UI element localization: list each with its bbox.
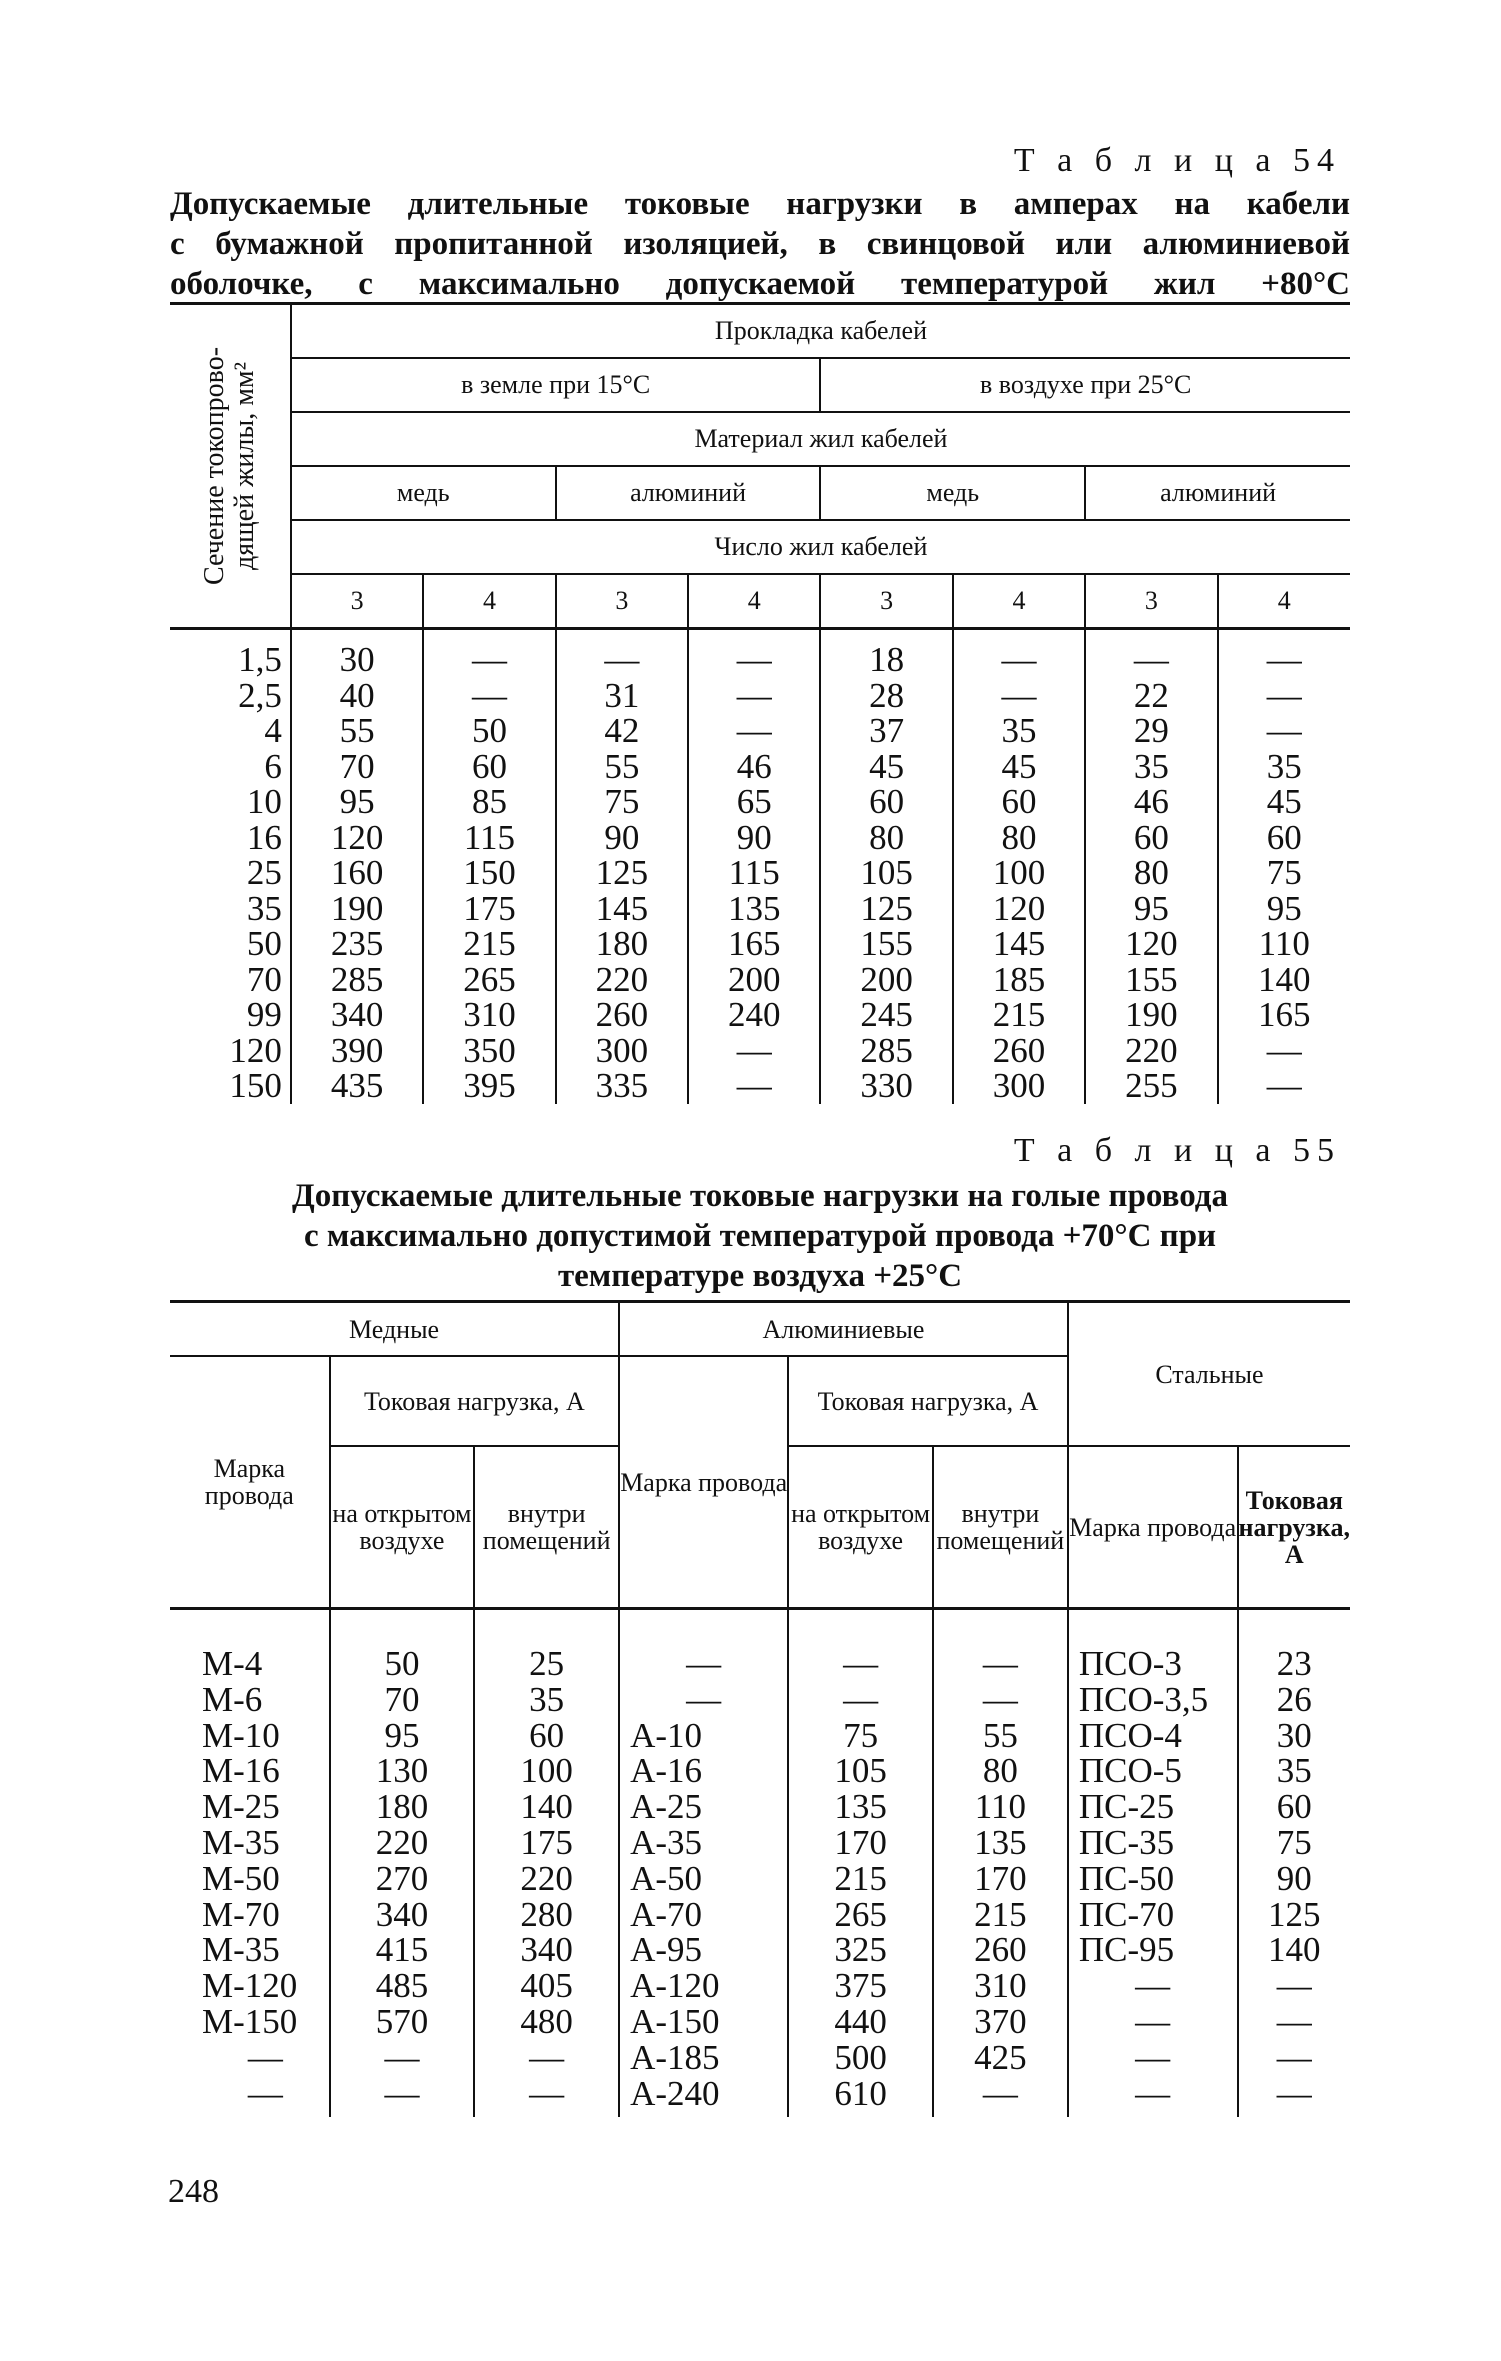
current-value-cell: — xyxy=(1218,1068,1350,1104)
current-value-cell: 175 xyxy=(423,891,555,927)
table-row xyxy=(170,1825,1350,1861)
current-value-cell: 125 xyxy=(556,855,688,891)
current-value-cell: 170 xyxy=(788,1825,933,1861)
current-value-cell: 340 xyxy=(330,1897,475,1933)
current-value-cell: 165 xyxy=(688,926,820,962)
table-row xyxy=(170,962,1350,998)
current-value-cell: 270 xyxy=(330,1861,475,1897)
current-value-cell: — xyxy=(1218,678,1350,714)
current-value-cell: 60 xyxy=(474,1718,619,1754)
current-value-cell: 145 xyxy=(556,891,688,927)
page-number: 248 xyxy=(168,2173,219,2210)
wire-brand-cell: ПС-25 xyxy=(1068,1789,1238,1825)
current-value-cell: 95 xyxy=(291,784,423,820)
current-value-cell: 18 xyxy=(820,629,952,678)
table-row xyxy=(170,997,1350,1033)
current-value-cell: 70 xyxy=(330,1682,475,1718)
current-value-cell: — xyxy=(330,2076,475,2118)
wire-brand-cell: — xyxy=(247,2037,283,2077)
current-value-cell: — xyxy=(688,629,820,678)
current-value-cell: 145 xyxy=(953,926,1085,962)
current-value-cell: 240 xyxy=(688,997,820,1033)
wire-brand-cell: — xyxy=(1068,2040,1238,2076)
wire-brand-cell: М-16 xyxy=(202,1751,280,1791)
table-row xyxy=(170,1682,1350,1718)
current-value-cell: 415 xyxy=(330,1932,475,1968)
current-value-cell: 235 xyxy=(291,926,423,962)
wire-brand-cell: ПСО-3 xyxy=(1068,1609,1238,1682)
current-value-cell: — xyxy=(423,678,555,714)
steel-wires-header: Стальные xyxy=(1068,1302,1350,1447)
cross-section-cell: 16 xyxy=(246,817,282,857)
cores-header: 3 xyxy=(556,574,688,629)
wire-brand-cell: — xyxy=(247,2073,283,2113)
laying-header: Прокладка кабелей xyxy=(291,304,1350,359)
current-value-cell: 42 xyxy=(556,713,688,749)
table-54-caption xyxy=(170,184,1350,304)
current-value-cell: 125 xyxy=(1238,1897,1351,1933)
current-value-cell: 55 xyxy=(556,749,688,785)
current-value-cell: 180 xyxy=(556,926,688,962)
caption-line: с максимально допустимой температурой провода +70°С при xyxy=(303,1218,1217,1254)
current-value-cell: 90 xyxy=(556,820,688,856)
current-value-cell: 610 xyxy=(788,2076,933,2118)
current-value-cell: 155 xyxy=(1085,962,1217,998)
current-value-cell: — xyxy=(933,1682,1068,1718)
current-value-cell: — xyxy=(788,1682,933,1718)
current-value-cell: — xyxy=(688,713,820,749)
in-air-header: в воздухе при 25°С xyxy=(820,358,1350,412)
current-value-cell: 65 xyxy=(688,784,820,820)
current-value-cell: 310 xyxy=(933,1968,1068,2004)
cores-header: 4 xyxy=(688,574,820,629)
wire-brand-cell: М-120 xyxy=(202,1966,298,2006)
current-value-cell: 90 xyxy=(1238,1861,1351,1897)
current-value-cell: 45 xyxy=(953,749,1085,785)
wire-brand-cell: М-25 xyxy=(202,1787,280,1827)
caption-line: Допускаемые длительные токовые нагрузки в амперах на кабели xyxy=(170,186,1350,222)
wire-brand-cell: ПСО-5 xyxy=(1068,1753,1238,1789)
current-value-cell: 120 xyxy=(953,891,1085,927)
aluminum-header: алюминий xyxy=(1085,466,1350,520)
current-value-cell: — xyxy=(1218,1033,1350,1069)
wire-brand-cell: — xyxy=(619,1682,788,1718)
current-value-cell: 480 xyxy=(474,2004,619,2040)
current-value-cell: 300 xyxy=(556,1033,688,1069)
cross-section-cell: 1,5 xyxy=(238,640,282,679)
current-value-cell: 115 xyxy=(688,855,820,891)
current-value-cell: 135 xyxy=(788,1789,933,1825)
current-value-cell: 60 xyxy=(953,784,1085,820)
current-value-cell: 26 xyxy=(1238,1682,1351,1718)
current-value-cell: — xyxy=(1238,2076,1351,2118)
wire-brand-cell: А-185 xyxy=(619,2040,788,2076)
cross-section-cell: 150 xyxy=(229,1066,282,1105)
current-value-cell: 215 xyxy=(933,1897,1068,1933)
stub-line: Сечение токопрово- xyxy=(198,346,230,586)
current-value-cell: 60 xyxy=(1218,820,1350,856)
caption-line: Допускаемые длительные токовые нагрузки на голые провода xyxy=(292,1178,1228,1214)
copper-load-header: Токовая нагрузка, А xyxy=(330,1356,619,1446)
current-value-cell: 95 xyxy=(1085,891,1217,927)
table-row xyxy=(170,1609,1350,1682)
current-value-cell: 190 xyxy=(291,891,423,927)
table-row xyxy=(170,855,1350,891)
table-row xyxy=(170,926,1350,962)
current-value-cell: 25 xyxy=(474,1609,619,1682)
current-value-cell: 265 xyxy=(423,962,555,998)
current-value-cell: 70 xyxy=(291,749,423,785)
current-value-cell: 335 xyxy=(556,1068,688,1104)
current-value-cell: 285 xyxy=(291,962,423,998)
current-value-cell: — xyxy=(933,2076,1068,2118)
copper-header: медь xyxy=(291,466,556,520)
current-value-cell: — xyxy=(933,1609,1068,1682)
table-row xyxy=(170,749,1350,785)
current-value-cell: 160 xyxy=(291,855,423,891)
current-value-cell: 50 xyxy=(423,713,555,749)
cores-count-header: Число жил кабелей xyxy=(291,520,1350,574)
current-value-cell: 220 xyxy=(556,962,688,998)
current-value-cell: 125 xyxy=(820,891,952,927)
wire-brand-cell: А-50 xyxy=(619,1861,788,1897)
current-value-cell: 280 xyxy=(474,1897,619,1933)
current-value-cell: 75 xyxy=(1238,1825,1351,1861)
current-value-cell: 200 xyxy=(688,962,820,998)
current-value-cell: 35 xyxy=(953,713,1085,749)
current-value-cell: 55 xyxy=(291,713,423,749)
current-value-cell: 310 xyxy=(423,997,555,1033)
current-value-cell: — xyxy=(688,1033,820,1069)
table-row xyxy=(170,1753,1350,1789)
wire-brand-cell: М-4 xyxy=(202,1644,263,1683)
current-value-cell: 60 xyxy=(1085,820,1217,856)
current-value-cell: 100 xyxy=(474,1753,619,1789)
current-value-cell: 215 xyxy=(953,997,1085,1033)
table-row xyxy=(170,1968,1350,2004)
wire-brand-cell: А-10 xyxy=(619,1718,788,1754)
table-54 xyxy=(170,302,1350,1104)
wire-brand-cell: А-35 xyxy=(619,1825,788,1861)
caption-line: температуре воздуха +25°С xyxy=(557,1258,963,1294)
current-value-cell: 140 xyxy=(1238,1932,1351,1968)
current-value-cell: — xyxy=(688,678,820,714)
current-value-cell: 170 xyxy=(933,1861,1068,1897)
current-value-cell: 80 xyxy=(953,820,1085,856)
current-value-cell: 285 xyxy=(820,1033,952,1069)
current-value-cell: 370 xyxy=(933,2004,1068,2040)
table-row xyxy=(170,713,1350,749)
current-value-cell: 35 xyxy=(1238,1753,1351,1789)
current-value-cell: 440 xyxy=(788,2004,933,2040)
cores-header: 4 xyxy=(423,574,555,629)
table-55 xyxy=(170,1300,1350,2117)
current-value-cell: 45 xyxy=(1218,784,1350,820)
current-value-cell: 23 xyxy=(1238,1609,1351,1682)
current-value-cell: 130 xyxy=(330,1753,475,1789)
cores-header: 3 xyxy=(291,574,423,629)
current-value-cell: 28 xyxy=(820,678,952,714)
current-value-cell: — xyxy=(474,2040,619,2076)
table-row xyxy=(170,820,1350,856)
wire-brand-cell: — xyxy=(619,1609,788,1682)
wire-brand-cell: ПСО-3,5 xyxy=(1068,1682,1238,1718)
current-value-cell: 37 xyxy=(820,713,952,749)
wire-brand-cell: А-70 xyxy=(619,1897,788,1933)
cross-section-cell: 35 xyxy=(246,888,282,928)
cores-header: 4 xyxy=(1218,574,1350,629)
current-value-cell: — xyxy=(1085,629,1217,678)
current-value-cell: 110 xyxy=(1218,926,1350,962)
current-value-cell: 75 xyxy=(1218,855,1350,891)
wire-brand-cell: А-120 xyxy=(619,1968,788,2004)
current-value-cell: 40 xyxy=(291,678,423,714)
current-value-cell: 245 xyxy=(820,997,952,1033)
current-value-cell: — xyxy=(688,1068,820,1104)
current-value-cell: 220 xyxy=(1085,1033,1217,1069)
current-value-cell: 200 xyxy=(820,962,952,998)
current-value-cell: 50 xyxy=(330,1609,475,1682)
current-value-cell: 570 xyxy=(330,2004,475,2040)
indoors-header: внутри помещений xyxy=(474,1446,619,1609)
cross-section-cell: 50 xyxy=(246,924,282,963)
cores-header: 4 xyxy=(953,574,1085,629)
open-air-header: на открытом воздухе xyxy=(330,1446,475,1609)
cross-section-cell: 6 xyxy=(264,746,282,786)
current-value-cell: 330 xyxy=(820,1068,952,1104)
table-55-number: Т а б л и ц а 55 xyxy=(1013,1132,1341,1169)
current-value-cell: 140 xyxy=(474,1789,619,1825)
current-value-cell: 95 xyxy=(1218,891,1350,927)
current-value-cell: 485 xyxy=(330,1968,475,2004)
cross-section-cell: 4 xyxy=(264,711,282,750)
current-value-cell: 215 xyxy=(423,926,555,962)
aluminum-load-header: Токовая нагрузка, А xyxy=(788,1356,1068,1446)
current-value-cell: 405 xyxy=(474,1968,619,2004)
current-value-cell: 260 xyxy=(933,1932,1068,1968)
current-value-cell: 500 xyxy=(788,2040,933,2076)
caption-line: с бумажной пропитанной изоляцией, в свинцовой или алюминиевой xyxy=(170,226,1350,262)
wire-brand-cell: ПС-35 xyxy=(1068,1825,1238,1861)
current-value-cell: — xyxy=(953,678,1085,714)
current-value-cell: 375 xyxy=(788,1968,933,2004)
wire-brand-cell: А-240 xyxy=(619,2076,788,2118)
current-value-cell: 35 xyxy=(1218,749,1350,785)
current-value-cell: 260 xyxy=(556,997,688,1033)
current-value-cell: 260 xyxy=(953,1033,1085,1069)
table-54-number: Т а б л и ц а 54 xyxy=(1013,142,1341,179)
current-value-cell: 75 xyxy=(556,784,688,820)
current-value-cell: 80 xyxy=(820,820,952,856)
wire-brand-cell: — xyxy=(1068,1968,1238,2004)
cross-section-cell: 2,5 xyxy=(238,675,282,715)
table-row xyxy=(170,1932,1350,1968)
current-value-cell: 95 xyxy=(330,1718,475,1754)
current-value-cell: 90 xyxy=(688,820,820,856)
current-value-cell: 45 xyxy=(820,749,952,785)
cross-section-cell: 25 xyxy=(246,853,282,892)
wire-brand-cell: М-6 xyxy=(202,1679,263,1719)
open-air-header: на открытом воздухе xyxy=(788,1446,933,1609)
current-value-cell: 29 xyxy=(1085,713,1217,749)
table-row xyxy=(170,1789,1350,1825)
wire-brand-cell: М-35 xyxy=(202,1822,280,1862)
cross-section-cell: 10 xyxy=(246,782,282,821)
table-54-body xyxy=(170,629,1350,1104)
current-value-cell: 180 xyxy=(330,1789,475,1825)
table-row xyxy=(170,1861,1350,1897)
current-value-cell: 185 xyxy=(953,962,1085,998)
cross-section-header xyxy=(170,304,291,629)
wire-brand-cell: М-150 xyxy=(202,2001,298,2041)
cores-header: 3 xyxy=(1085,574,1217,629)
current-value-cell: 325 xyxy=(788,1932,933,1968)
current-value-cell: 115 xyxy=(423,820,555,856)
wire-brand-cell: А-150 xyxy=(619,2004,788,2040)
current-value-cell: 220 xyxy=(330,1825,475,1861)
current-value-cell: 35 xyxy=(1085,749,1217,785)
table-row xyxy=(170,1718,1350,1754)
current-value-cell: 60 xyxy=(820,784,952,820)
current-value-cell: 150 xyxy=(423,855,555,891)
current-value-cell: 85 xyxy=(423,784,555,820)
current-value-cell: 46 xyxy=(688,749,820,785)
current-value-cell: 46 xyxy=(1085,784,1217,820)
table-row xyxy=(170,891,1350,927)
wire-brand-cell: А-95 xyxy=(619,1932,788,1968)
cross-section-cell: 99 xyxy=(246,995,282,1034)
current-value-cell: 30 xyxy=(1238,1718,1351,1754)
current-value-cell: 300 xyxy=(953,1068,1085,1104)
current-value-cell: 55 xyxy=(933,1718,1068,1754)
current-value-cell: 155 xyxy=(820,926,952,962)
table-row xyxy=(170,678,1350,714)
current-value-cell: 22 xyxy=(1085,678,1217,714)
wire-brand-cell: ПС-50 xyxy=(1068,1861,1238,1897)
current-value-cell: 105 xyxy=(820,855,952,891)
table-row xyxy=(170,1033,1350,1069)
table-row xyxy=(170,1068,1350,1104)
current-value-cell: — xyxy=(953,629,1085,678)
current-value-cell: 350 xyxy=(423,1033,555,1069)
stub-line: дящей жилы, мм² xyxy=(228,361,260,571)
current-value-cell: 140 xyxy=(1218,962,1350,998)
table-55-body xyxy=(170,1609,1350,2118)
copper-header: медь xyxy=(820,466,1085,520)
current-value-cell: — xyxy=(423,629,555,678)
wire-brand-cell: М-70 xyxy=(202,1894,280,1934)
current-value-cell: 265 xyxy=(788,1897,933,1933)
table-row xyxy=(170,2040,1350,2076)
current-value-cell: 100 xyxy=(953,855,1085,891)
current-value-cell: 425 xyxy=(933,2040,1068,2076)
current-value-cell: 435 xyxy=(291,1068,423,1104)
current-value-cell: 80 xyxy=(1085,855,1217,891)
current-value-cell: — xyxy=(1238,1968,1351,2004)
cores-header: 3 xyxy=(820,574,952,629)
indoors-header: внутри помещений xyxy=(933,1446,1068,1609)
current-value-cell: — xyxy=(1218,713,1350,749)
wire-brand-cell: А-25 xyxy=(619,1789,788,1825)
current-value-cell: 175 xyxy=(474,1825,619,1861)
current-value-cell: — xyxy=(1218,629,1350,678)
current-value-cell: 120 xyxy=(1085,926,1217,962)
wire-brand-cell: М-50 xyxy=(202,1858,280,1898)
current-value-cell: 165 xyxy=(1218,997,1350,1033)
material-header: Материал жил кабелей xyxy=(291,412,1350,466)
current-value-cell: — xyxy=(330,2040,475,2076)
current-value-cell: 390 xyxy=(291,1033,423,1069)
copper-wires-header: Медные xyxy=(170,1302,619,1357)
current-value-cell: 105 xyxy=(788,1753,933,1789)
current-value-cell: 35 xyxy=(474,1682,619,1718)
wire-brand-cell: А-16 xyxy=(619,1753,788,1789)
aluminum-wires-header: Алюминиевые xyxy=(619,1302,1068,1357)
table-row xyxy=(170,1897,1350,1933)
current-value-cell: 135 xyxy=(933,1825,1068,1861)
current-value-cell: 30 xyxy=(291,629,423,678)
current-value-cell: — xyxy=(788,1609,933,1682)
current-value-cell: 120 xyxy=(291,820,423,856)
wire-brand-cell: — xyxy=(1068,2076,1238,2118)
cross-section-cell: 120 xyxy=(229,1030,282,1070)
aluminum-brand-header: Марка провода xyxy=(619,1356,788,1609)
caption-line: оболочке, с максимально допускаемой температурой жил +80°С xyxy=(170,266,1350,302)
current-value-cell: — xyxy=(556,629,688,678)
table-row xyxy=(170,2076,1350,2118)
wire-brand-cell: М-35 xyxy=(202,1930,280,1970)
aluminum-header: алюминий xyxy=(556,466,821,520)
table-row xyxy=(170,784,1350,820)
current-value-cell: — xyxy=(1238,2040,1351,2076)
current-value-cell: 255 xyxy=(1085,1068,1217,1104)
cross-section-cell: 70 xyxy=(246,959,282,999)
steel-load-header: Токовая нагрузка, А xyxy=(1238,1446,1351,1609)
current-value-cell: 110 xyxy=(933,1789,1068,1825)
wire-brand-cell: — xyxy=(1068,2004,1238,2040)
wire-brand-cell: ПС-95 xyxy=(1068,1932,1238,1968)
current-value-cell: 80 xyxy=(933,1753,1068,1789)
current-value-cell: 395 xyxy=(423,1068,555,1104)
current-value-cell: 340 xyxy=(291,997,423,1033)
table-55-caption xyxy=(170,1176,1350,1296)
current-value-cell: 220 xyxy=(474,1861,619,1897)
current-value-cell: 135 xyxy=(688,891,820,927)
table-row xyxy=(170,629,1350,678)
table-row xyxy=(170,2004,1350,2040)
wire-brand-cell: ПСО-4 xyxy=(1068,1718,1238,1754)
wire-brand-cell: М-10 xyxy=(202,1715,280,1755)
current-value-cell: — xyxy=(1238,2004,1351,2040)
current-value-cell: 75 xyxy=(788,1718,933,1754)
current-value-cell: 340 xyxy=(474,1932,619,1968)
current-value-cell: 190 xyxy=(1085,997,1217,1033)
current-value-cell: 215 xyxy=(788,1861,933,1897)
in-ground-header: в земле при 15°С xyxy=(291,358,821,412)
copper-brand-header: Марка провода xyxy=(170,1356,330,1609)
current-value-cell: 31 xyxy=(556,678,688,714)
current-value-cell: 60 xyxy=(1238,1789,1351,1825)
wire-brand-cell: ПС-70 xyxy=(1068,1897,1238,1933)
steel-brand-header: Марка провода xyxy=(1068,1446,1238,1609)
current-value-cell: — xyxy=(474,2076,619,2118)
current-value-cell: 60 xyxy=(423,749,555,785)
